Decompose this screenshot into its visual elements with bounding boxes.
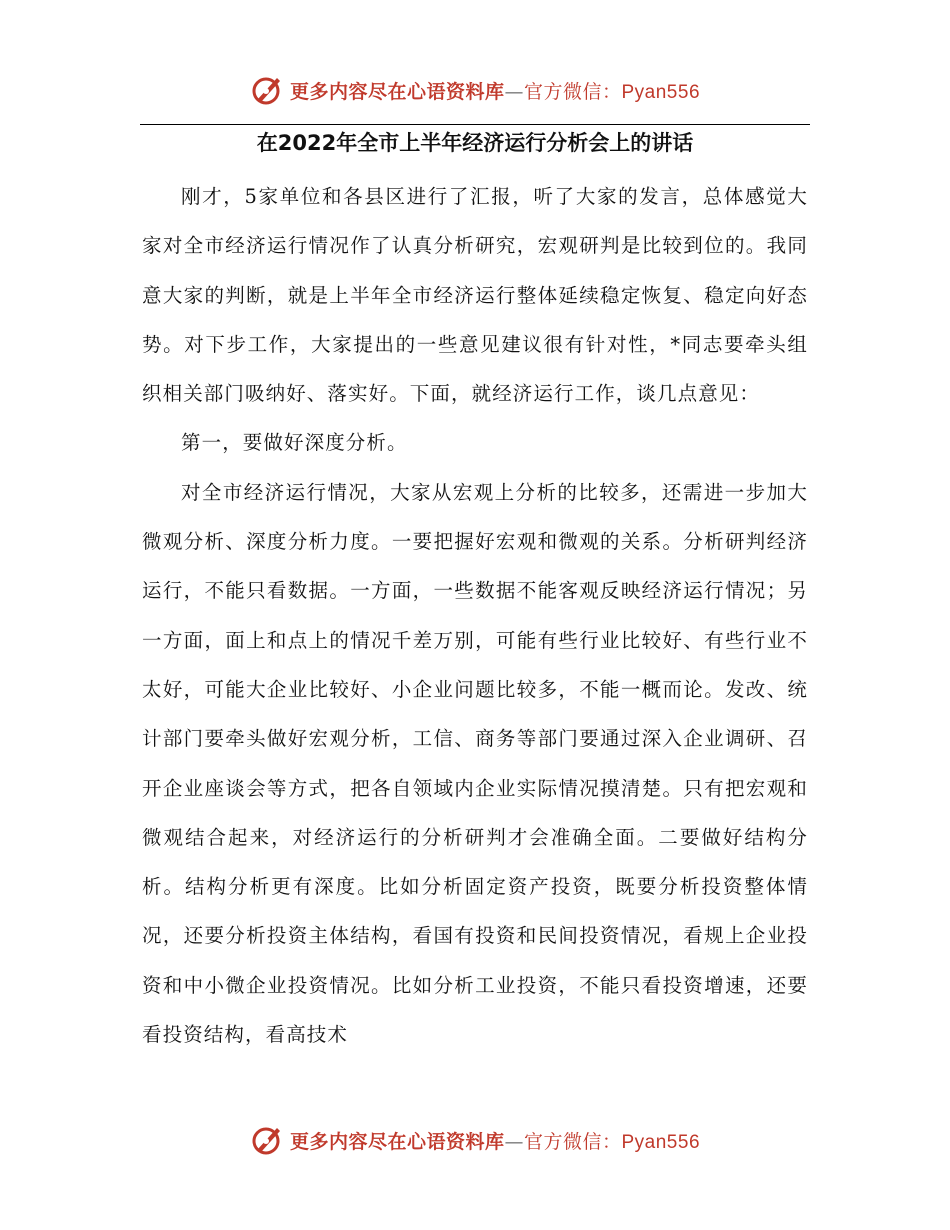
header-banner-wechat-id: Pyan556	[621, 81, 701, 103]
header-watermark-banner	[0, 70, 950, 110]
quill-logo-icon	[250, 73, 284, 107]
document-title: 在2022年全市上半年经济运行分析会上的讲话	[256, 131, 694, 155]
footer-watermark-banner	[0, 1120, 950, 1160]
footer-banner-main: 更多内容尽在心语资料库	[289, 1130, 505, 1153]
header-banner-dash: —	[504, 80, 524, 103]
header-rule	[140, 124, 810, 125]
footer-banner-dash: —	[504, 1130, 524, 1153]
footer-banner-sub: 官方微信：	[523, 1130, 622, 1153]
footer-banner-text	[290, 1127, 700, 1154]
footer-banner-wechat-id: Pyan556	[621, 1131, 701, 1153]
header-banner-sub: 官方微信：	[523, 80, 622, 103]
document-body	[142, 172, 808, 1059]
header-banner-text	[290, 77, 700, 104]
paragraph-heading-first: 第一，要做好深度分析。	[181, 431, 408, 455]
paragraph-intro: 刚才，5家单位和各县区进行了汇报，听了大家的发言，总体感觉大家对全市经济运行情况作了认真分析研究，宏观研判是比较到位的。我同意大家的判断，就是上半年全市经济运行整体延续稳定恢复、稳定向好态势。对下步工作，大家提出的一些意见建议很有针对性，*同志要牵头组织相关部门吸纳好、落实好。下面，就经济运行工作，谈几点意见：	[142, 185, 808, 406]
quill-logo-icon	[250, 1123, 284, 1157]
header-banner-main: 更多内容尽在心语资料库	[289, 80, 505, 103]
paragraph-analysis: 对全市经济运行情况，大家从宏观上分析的比较多，还需进一步加大微观分析、深度分析力度。一要把握好宏观和微观的关系。分析研判经济运行，不能只看数据。一方面，一些数据不能客观反映经济运行情况；另一方面，面上和点上的情况千差万别，可能有些行业比较好、有些行业不太好，可能大企业比较好、小企业问题比较多，不能一概而论。发改、统计部门要牵头做好宏观分析，工信、商务等部门要通过深入企业调研、召开企业座谈会等方式，把各自领域内企业实际情况摸清楚。只有把宏观和微观结合起来，对经济运行的分析研判才会准确全面。二要做好结构分析。结构分析更有深度。比如分析固定资产投资，既要分析投资整体情况，还要分析投资主体结构，看国有投资和民间投资情况，看规上企业投资和中小微企业投资情况。比如分析工业投资，不能只看投资增速，还要看投资结构，看高技术	[142, 480, 808, 1047]
